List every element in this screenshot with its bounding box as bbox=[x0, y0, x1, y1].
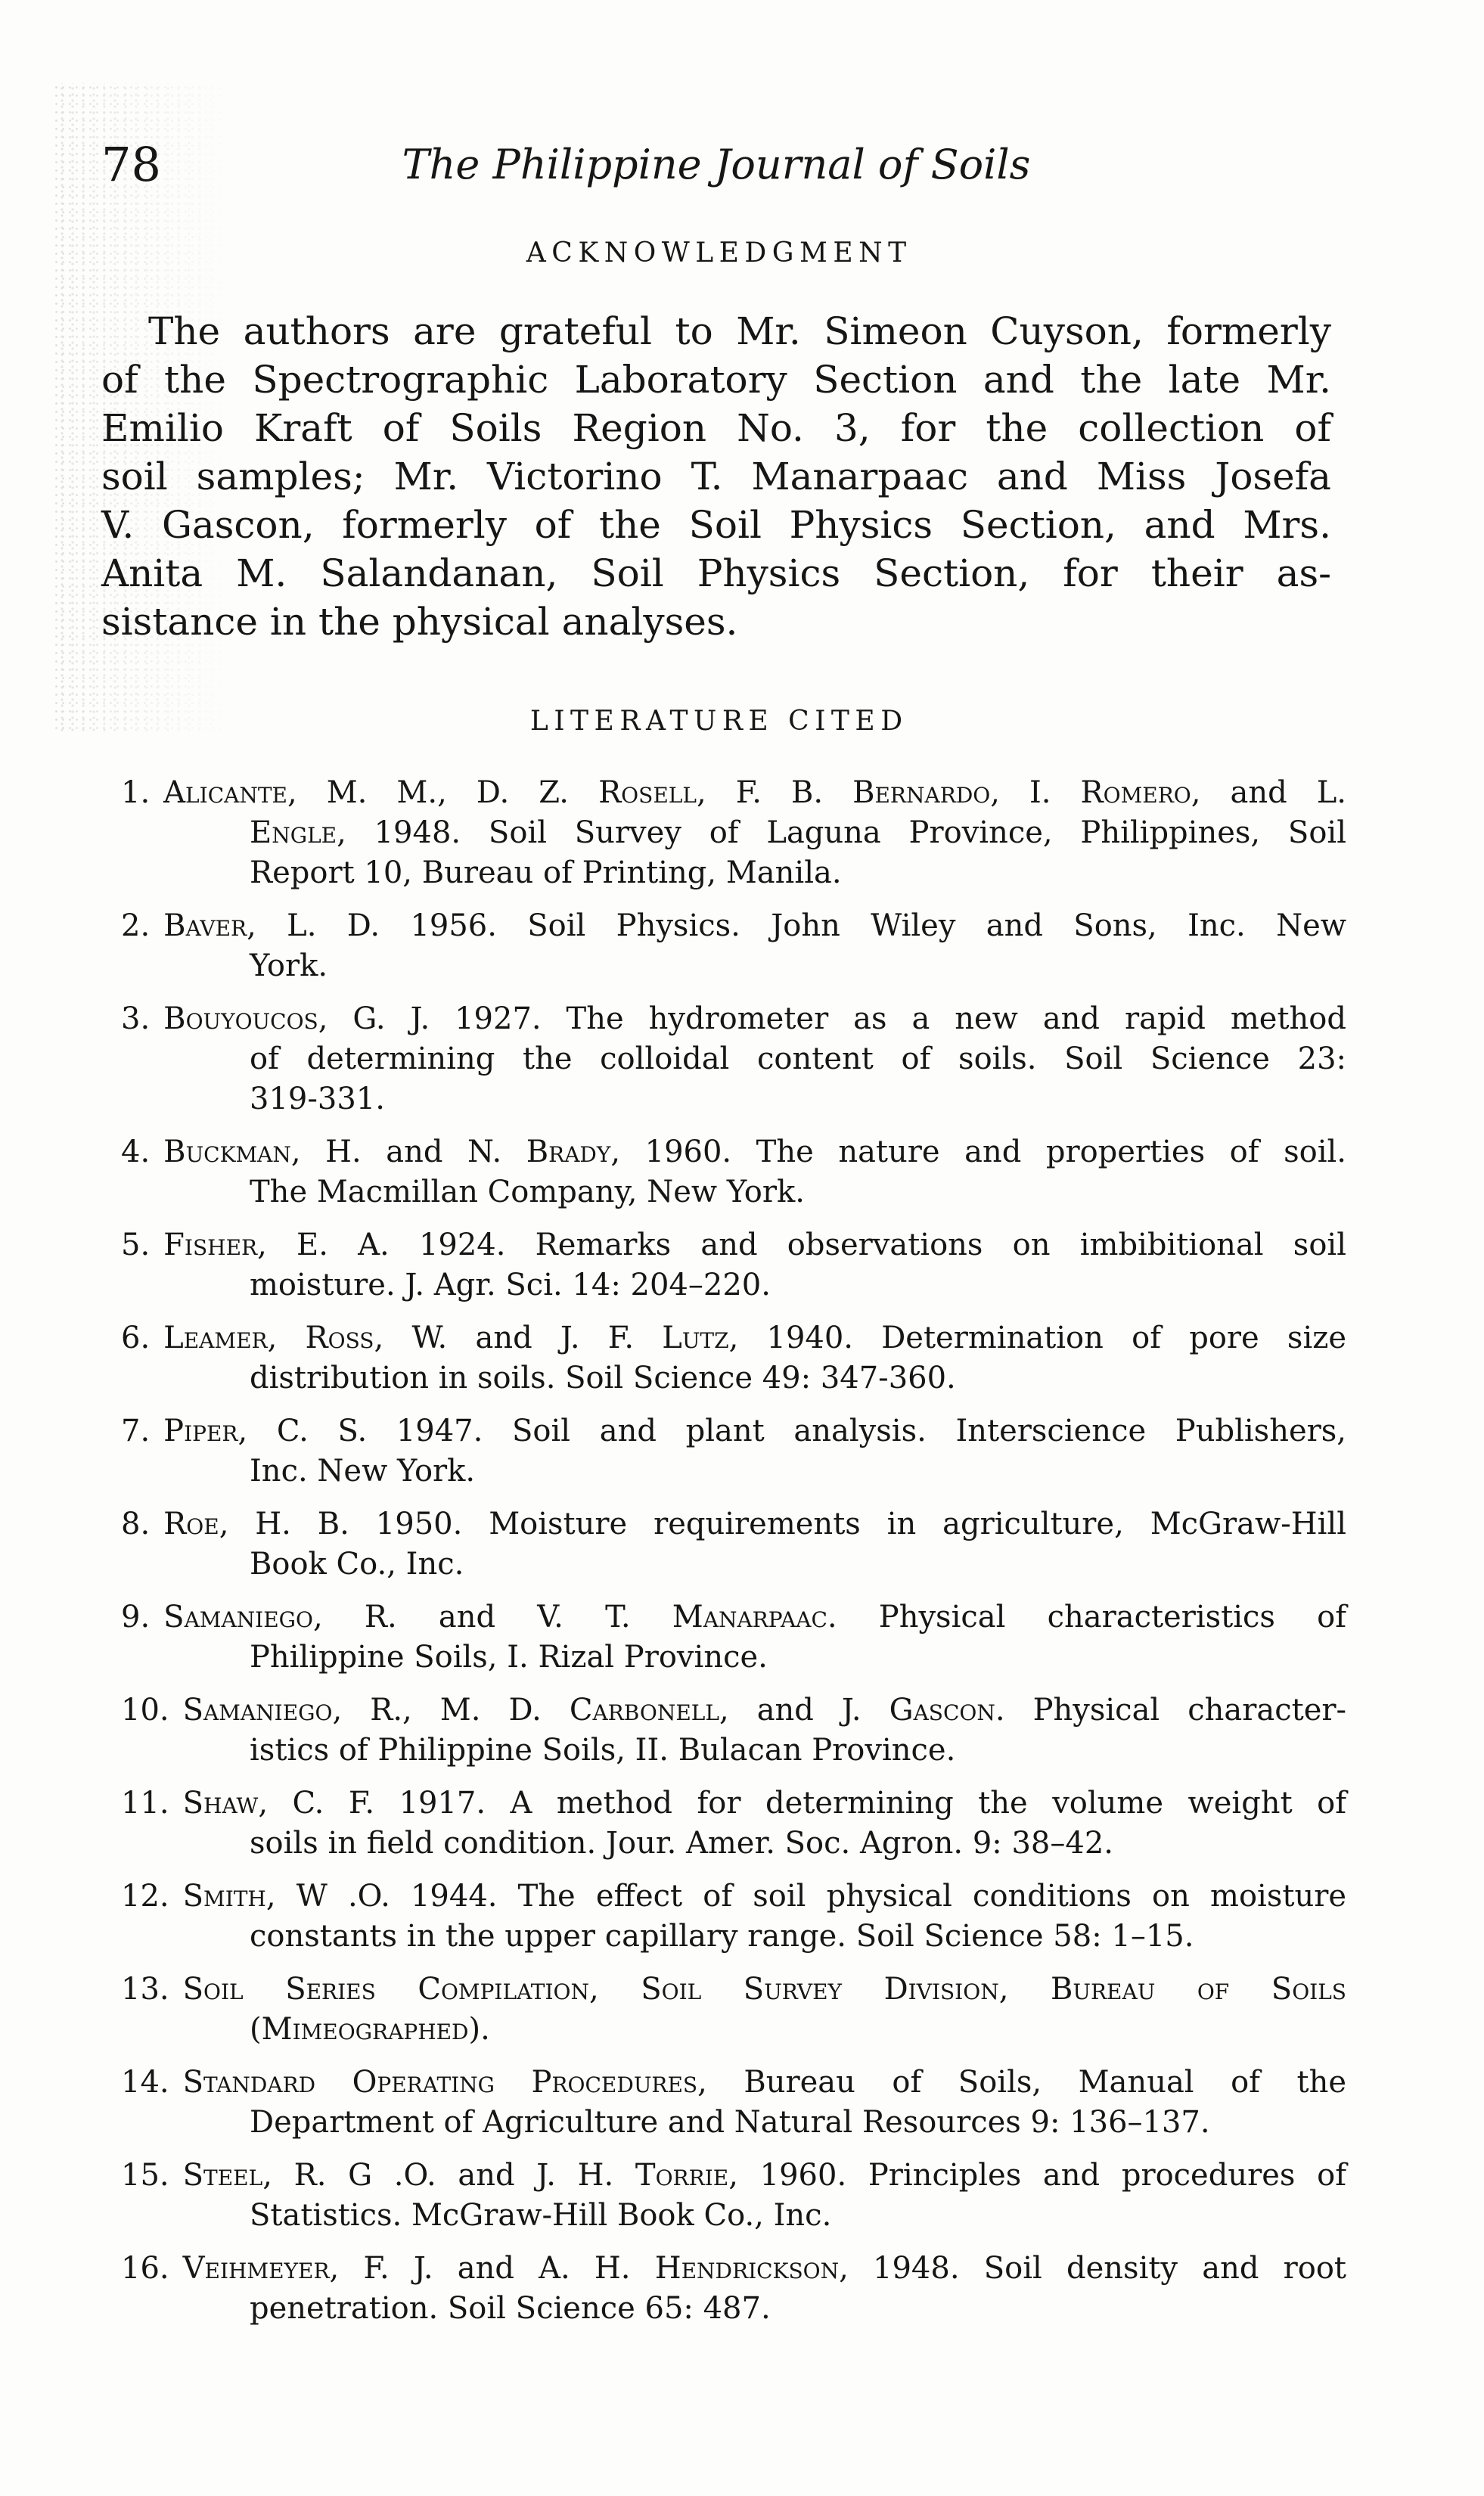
reference-author-name: Hendrickson bbox=[654, 2251, 840, 2286]
reference-number: 2. bbox=[121, 908, 151, 943]
reference-text: , F. J. and A. H. bbox=[329, 2251, 655, 2286]
reference-line bbox=[121, 1544, 1346, 1585]
reference-number: 3. bbox=[121, 1001, 151, 1036]
reference-line bbox=[121, 1039, 1346, 1079]
reference-text: , I. bbox=[990, 775, 1081, 810]
reference-item bbox=[121, 1318, 1346, 1399]
reference-text: , H. B. 1950. Moisture requirements in agriculture, McGraw-Hill bbox=[219, 1507, 1346, 1541]
reference-text: , 1960. The nature and properties of soil. bbox=[610, 1135, 1346, 1169]
reference-number: 10. bbox=[121, 1693, 169, 1728]
reference-text: constants in the upper capillary range. Soil Science 58: 1–15. bbox=[250, 1919, 1194, 1954]
reference-text: , R., M. D. bbox=[332, 1693, 570, 1728]
reference-author-name: Soil Series Compilation, Soil Survey Division, Bureau of Soils bbox=[182, 1972, 1346, 2007]
reference-item bbox=[121, 1690, 1346, 1771]
reference-line bbox=[121, 1265, 1346, 1305]
reference-text: . bbox=[480, 2012, 490, 2047]
reference-number: 6. bbox=[121, 1321, 151, 1355]
reference-first-row bbox=[121, 1132, 1346, 1172]
reference-author-name: Veihmeyer bbox=[182, 2251, 330, 2286]
reference-number: 5. bbox=[121, 1228, 151, 1262]
reference-text: , R. G .O. and J. H. bbox=[262, 2158, 635, 2193]
running-head bbox=[101, 136, 1331, 194]
reference-text: distribution in soils. Soil Science 49: 347-360. bbox=[250, 1361, 956, 1395]
reference-item bbox=[121, 1225, 1346, 1305]
reference-author-name: Shaw bbox=[182, 1786, 259, 1821]
reference-author-name: Lutz bbox=[662, 1321, 729, 1355]
reference-text: , W .O. 1944. The effect of soil physical conditions on moisture bbox=[265, 1879, 1346, 1914]
reference-number: 9. bbox=[121, 1600, 151, 1635]
reference-text: . Physical characteristics of bbox=[827, 1600, 1347, 1635]
reference-author-name: Gascon bbox=[889, 1693, 995, 1728]
reference-first-row bbox=[121, 999, 1346, 1039]
reference-number: 12. bbox=[121, 1879, 169, 1914]
reference-number: 16. bbox=[121, 2251, 169, 2286]
reference-author-name: Samaniego bbox=[182, 1693, 333, 1728]
reference-text: , R. and V. T. bbox=[313, 1600, 672, 1635]
reference-line bbox=[183, 2063, 1346, 2103]
reference-first-row bbox=[121, 906, 1346, 946]
reference-item bbox=[121, 2063, 1346, 2143]
reference-item bbox=[121, 1504, 1346, 1585]
reference-text: , F. B. bbox=[696, 775, 853, 810]
reference-first-row bbox=[121, 2156, 1346, 2196]
reference-text: Statistics. McGraw-Hill Book Co., Inc. bbox=[250, 2198, 832, 2233]
reference-line bbox=[163, 1597, 1346, 1638]
reference-text: istics of Philippine Soils, II. Bulacan Province. bbox=[250, 1733, 956, 1768]
acknowledgment-line: sistance in the physical analyses. bbox=[101, 600, 738, 644]
reference-line bbox=[163, 1132, 1346, 1172]
acknowledgment-paragraph bbox=[101, 307, 1331, 646]
reference-item bbox=[121, 1411, 1346, 1492]
reference-text: soils in field condition. Jour. Amer. Soc. Agron. 9: 38–42. bbox=[250, 1826, 1113, 1861]
reference-author-name: Torrie bbox=[635, 2158, 729, 2193]
reference-first-row bbox=[121, 1225, 1346, 1265]
reference-line bbox=[183, 2156, 1346, 2196]
reference-author-name: (Mimeographed) bbox=[250, 2012, 481, 2047]
reference-author-name: Roe bbox=[163, 1507, 219, 1541]
reference-line bbox=[121, 2196, 1346, 2236]
reference-item bbox=[121, 906, 1346, 986]
reference-first-row bbox=[121, 2249, 1346, 2289]
reference-author-name: Piper bbox=[163, 1414, 238, 1448]
reference-first-row bbox=[121, 1504, 1346, 1544]
reference-author-name: Manarpaac bbox=[672, 1600, 827, 1635]
acknowledgment-line: Anita M. Salandanan, Soil Physics Section, for their as- bbox=[101, 551, 1331, 595]
reference-first-row bbox=[121, 773, 1346, 813]
reference-text: penetration. Soil Science 65: 487. bbox=[250, 2291, 771, 2326]
section-heading-acknowledgment: ACKNOWLEDGMENT bbox=[526, 237, 912, 269]
reference-line bbox=[183, 1877, 1346, 1917]
reference-text: moisture. J. Agr. Sci. 14: 204–220. bbox=[250, 1268, 771, 1302]
reference-line bbox=[163, 1225, 1346, 1265]
reference-item bbox=[121, 1784, 1346, 1864]
reference-text: , E. A. 1924. Remarks and observations on imbibitional soil bbox=[257, 1228, 1346, 1262]
reference-line bbox=[121, 1824, 1346, 1864]
reference-line bbox=[163, 1411, 1346, 1451]
reference-text: , 1948. Soil density and root bbox=[839, 2251, 1346, 2286]
reference-text: , H. and N. bbox=[290, 1135, 526, 1169]
reference-number: 7. bbox=[121, 1414, 151, 1448]
reference-text: Book Co., Inc. bbox=[250, 1547, 464, 1582]
reference-line bbox=[121, 853, 1346, 893]
reference-author-name: Brady bbox=[526, 1135, 611, 1169]
reference-text: , L. D. 1956. Soil Physics. John Wiley and Sons, Inc. New bbox=[247, 908, 1346, 943]
reference-text: , C. F. 1917. A method for determining the volume weight of bbox=[258, 1786, 1346, 1821]
reference-author-name: Rosell bbox=[598, 775, 697, 810]
reference-item bbox=[121, 1597, 1346, 1678]
reference-text: , and L. bbox=[1191, 775, 1346, 810]
reference-author-name: Romero bbox=[1080, 775, 1191, 810]
acknowledgment-line: The authors are grateful to Mr. Simeon Cuyson, formerly bbox=[148, 309, 1331, 353]
reference-item bbox=[121, 1132, 1346, 1212]
reference-line bbox=[183, 2249, 1346, 2289]
reference-author-name: Standard Operating Procedures bbox=[182, 2065, 698, 2100]
reference-author-name: Ross bbox=[305, 1321, 374, 1355]
reference-text: , W. and J. F. bbox=[374, 1321, 663, 1355]
reference-item bbox=[121, 2156, 1346, 2236]
reference-text: 319-331. bbox=[250, 1082, 385, 1116]
reference-line bbox=[121, 1731, 1346, 1771]
reference-first-row bbox=[121, 1411, 1346, 1451]
reference-item bbox=[121, 1877, 1346, 1957]
reference-line bbox=[121, 2010, 1346, 2050]
reference-text: York. bbox=[250, 948, 328, 983]
reference-line bbox=[121, 1451, 1346, 1492]
reference-line bbox=[121, 2103, 1346, 2143]
reference-text: The Macmillan Company, New York. bbox=[250, 1175, 805, 1209]
section-heading-literature-cited: LITERATURE CITED bbox=[529, 706, 908, 737]
reference-text: . Physical character- bbox=[995, 1693, 1347, 1728]
reference-text: Report 10, Bureau of Printing, Manila. bbox=[250, 855, 842, 890]
reference-text: , 1960. Principles and procedures of bbox=[728, 2158, 1347, 2193]
reference-author-name: Alicante bbox=[163, 775, 287, 810]
reference-author-name: Bouyoucos bbox=[163, 1001, 318, 1036]
acknowledgment-line: soil samples; Mr. Victorino T. Manarpaac and Miss Josefa bbox=[101, 455, 1331, 498]
reference-line bbox=[163, 999, 1346, 1039]
reference-line bbox=[183, 1690, 1346, 1731]
reference-line bbox=[121, 1172, 1346, 1212]
reference-first-row bbox=[121, 1690, 1346, 1731]
reference-number: 8. bbox=[121, 1507, 151, 1541]
acknowledgment-line: V. Gascon, formerly of the Soil Physics Section, and Mrs. bbox=[101, 503, 1331, 547]
reference-first-row bbox=[121, 1970, 1346, 2010]
reference-author-name: Bernardo bbox=[852, 775, 991, 810]
reference-item bbox=[121, 999, 1346, 1119]
reference-text: , M. M., D. Z. bbox=[287, 775, 599, 810]
reference-text: Inc. New York. bbox=[250, 1454, 476, 1489]
acknowledgment-line: of the Spectrographic Laboratory Section and the late Mr. bbox=[101, 358, 1331, 402]
reference-number: 14. bbox=[121, 2065, 169, 2100]
page-number: 78 bbox=[101, 137, 161, 192]
references-list bbox=[121, 773, 1346, 2342]
reference-line bbox=[183, 1784, 1346, 1824]
reference-text: , C. S. 1947. Soil and plant analysis. Interscience Publishers, bbox=[238, 1414, 1346, 1448]
reference-line bbox=[183, 1970, 1346, 2010]
reference-line bbox=[163, 1504, 1346, 1544]
reference-text: , 1948. Soil Survey of Laguna Province, Philippines, Soil bbox=[337, 815, 1346, 850]
reference-number: 13. bbox=[121, 1972, 169, 2007]
reference-text: Philippine Soils, I. Rizal Province. bbox=[250, 1640, 768, 1675]
journal-title: The Philippine Journal of Soils bbox=[402, 141, 1031, 188]
reference-first-row bbox=[121, 1597, 1346, 1638]
reference-text: , Bureau of Soils, Manual of the bbox=[697, 2065, 1346, 2100]
reference-line bbox=[121, 946, 1346, 986]
reference-first-row bbox=[121, 1784, 1346, 1824]
reference-first-row bbox=[121, 2063, 1346, 2103]
reference-line bbox=[121, 813, 1346, 853]
reference-text: , 1940. Determination of pore size bbox=[728, 1321, 1346, 1355]
reference-number: 4. bbox=[121, 1135, 151, 1169]
reference-author-name: Buckman bbox=[163, 1135, 291, 1169]
reference-author-name: Steel bbox=[182, 2158, 263, 2193]
reference-author-name: Engle bbox=[250, 815, 337, 850]
reference-text: , and J. bbox=[719, 1693, 889, 1728]
reference-first-row bbox=[121, 1318, 1346, 1358]
reference-author-name: Smith bbox=[182, 1879, 266, 1914]
reference-text: Department of Agriculture and Natural Resources 9: 136–137. bbox=[250, 2105, 1210, 2140]
reference-number: 1. bbox=[121, 775, 151, 810]
reference-line bbox=[163, 773, 1346, 813]
reference-line bbox=[121, 1638, 1346, 1678]
reference-text: , G. J. 1927. The hydrometer as a new and rapid method bbox=[318, 1001, 1346, 1036]
reference-number: 11. bbox=[121, 1786, 169, 1821]
reference-text: of determining the colloidal content of soils. Soil Science 23: bbox=[250, 1042, 1346, 1076]
reference-line bbox=[163, 1318, 1346, 1358]
reference-line bbox=[121, 1079, 1346, 1119]
reference-first-row bbox=[121, 1877, 1346, 1917]
reference-author-name: Carbonell bbox=[569, 1693, 719, 1728]
reference-author-name: Leamer bbox=[163, 1321, 268, 1355]
reference-author-name: Samaniego bbox=[163, 1600, 314, 1635]
reference-item bbox=[121, 2249, 1346, 2329]
reference-text: , bbox=[267, 1321, 306, 1355]
reference-item bbox=[121, 1970, 1346, 2050]
reference-line bbox=[121, 1358, 1346, 1399]
reference-item bbox=[121, 773, 1346, 893]
reference-author-name: Baver bbox=[163, 908, 247, 943]
reference-author-name: Fisher bbox=[163, 1228, 258, 1262]
reference-line bbox=[163, 906, 1346, 946]
reference-line bbox=[121, 2289, 1346, 2329]
acknowledgment-line: Emilio Kraft of Soils Region No. 3, for the collection of bbox=[101, 406, 1331, 450]
reference-number: 15. bbox=[121, 2158, 169, 2193]
reference-line bbox=[121, 1917, 1346, 1957]
